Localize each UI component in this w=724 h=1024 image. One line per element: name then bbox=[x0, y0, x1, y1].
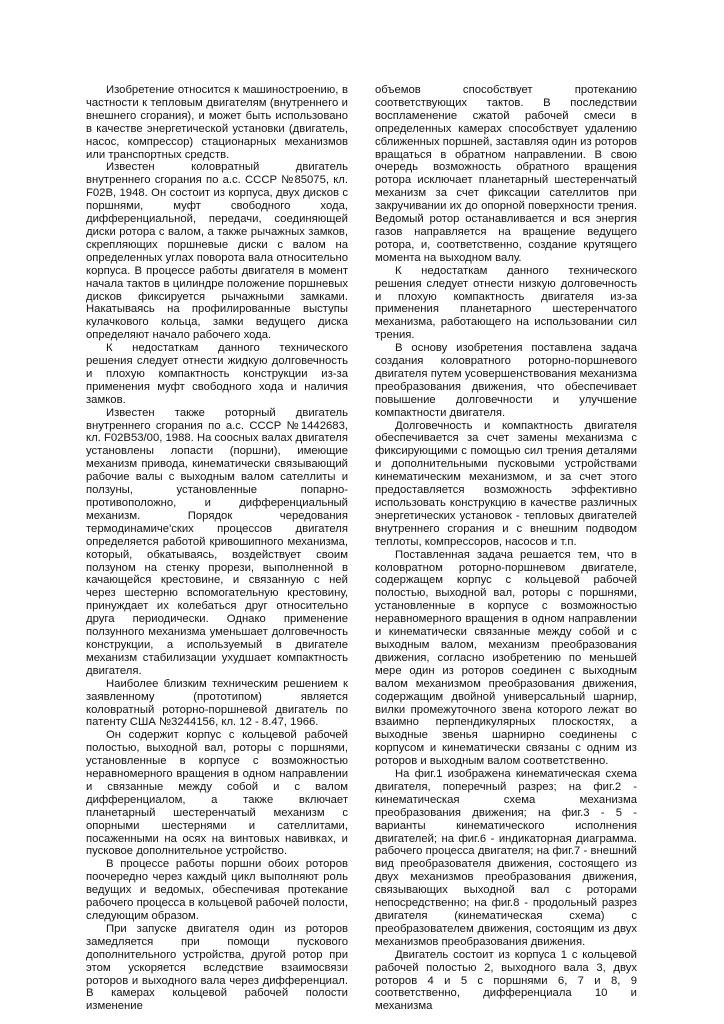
paragraph-engine-composition: Двигатель состоит из корпуса 1 с кольцевой рабочей полостью 2, выходного вала 3, двух роторов 4 и 5 с поршнями 6, 7 и 8, 9 соответственно, дифференциала 10 и механизма bbox=[375, 948, 637, 1013]
paragraph-field-of-invention: Изобретение относится к машиностроению, в частности к тепловым двигателям (внутреннего и внешнего сгорания), и может быть использовано в качестве энергетической установки (двигатель, насос, компрессор) стационарных механизмов или транспортных средств. bbox=[86, 84, 348, 161]
paragraph-prototype-operation: В процессе работы поршни обоих роторов поочередно через каждый цикл выполняют роль ведущих и ведомых, обеспечивая протекание рабочего процесса в кольцевой рабочей полости, следующим образом. bbox=[86, 858, 348, 922]
paragraph-prototype-structure: Он содержит корпус с кольцевой рабочей полостью, выходной вал, роторы с поршнями, установленные в корпусе с возможностью неравномерного вращения в одном направлении и связанные между собой и с валом дифференциалом, а также включает планетарный шестеренчатый механизм с опорными шестернями и сателлитами, посаженными на осях на винтовых навивках, и пусковое дополнительное устройство. bbox=[86, 729, 348, 858]
right-column bbox=[375, 84, 637, 1013]
paragraph-durability: Долговечность и компактность двигателя обеспечивается за счет замены механизма с фиксирующими с помощью сил трения деталями и дополнительными пусковыми устройствами кинематическим механизмом, и за счет этого предоставляется возможность эффективно использовать конструкцию в качестве различных энергетических установок - тепловых двигателей внутреннего сгорания и с внешним подводом теплоты, компрессоров, насосов и т.п. bbox=[375, 419, 637, 548]
paragraph-engine-start: При запуске двигателя один из роторов замедляется при помощи пускового дополнительного устройства, другой ротор при этом ускоряется вследствие взаимосвязи роторов и выходного вала через дифференциал. В камерах кольцевой рабочей полости изменение bbox=[86, 922, 348, 1013]
paragraph-drawbacks-prototype: К недостаткам данного технического решения следует отнести низкую долговечность и плохую компактность двигателя из-за применения планетарного шестеренчатого механизма, работающего на использовании сил трения. bbox=[375, 264, 637, 342]
paragraph-solution: Поставленная задача решается тем, что в коловратном роторно-поршневом двигателе, содержащем корпус с кольцевой рабочей полостью, выходной вал, роторы с поршнями, установленные в корпусе с возможностью неравномерного вращения в одном направлении и кинематически связанные между собой и с выходным валом, механизм преобразования движения, согласно изобретению по меньшей мере один из роторов соединен с выходным валом механизмом преобразования движения, содержащим двойной универсальный шарнир, вилки промежуточного звена которого лежат во взаимно перпендикулярных плоскостях, а выходные звенья шарнирно соединены с корпусом и кинематически связаны с одним из роторов и выходным валом соответственно. bbox=[375, 548, 637, 768]
paragraph-engine-start-continued: объемов способствует протеканию соответствующих тактов. В последствии воспламенение сжатой рабочей смеси в определенных камерах способствует удалению сближенных поршней, заставляя один из роторов вращаться в обратном направлении. В свою очередь возможность обратного вращения ротора исключает планетарный шестеренчатый механизм за счет фиксации сателлитов при закручивании их до опорной поверхности трения. Ведомый ротор останавливается и вся энергия газов направляется на вращение ведущего ротора, и, соответственно, создание крутящего момента на выходном валу. bbox=[375, 84, 637, 264]
paragraph-figures-list: На фиг.1 изображена кинематическая схема двигателя, поперечный разрез; на фиг.2 - кинематическая схема механизма преобразования движения; на фиг.3 - 5 - варианты кинематического исполнения двигателей; на фиг.6 - индикаторная диаграмма. рабочего процесса двигателя; на фиг.7 - внешний вид преобразователя движения, состоящего из двух механизмов преобразования движения, связывающих выходной вал с роторами непосредственно; на фиг.8 - продольный разрез двигателя (кинематическая схема) с преобразователем движения, состоящим из двух механизмов преобразования движения. bbox=[375, 768, 637, 948]
paragraph-known-engine-85075: Известен коловратный двигатель внутреннего сгорания по а.с. СССР №85075, кл. F02B, 1948. Он состоит из корпуса, двух дисков с поршнями, муфт свободного хода, дифференциальной, передачи, соединяющей диски ротора с валом, а также рычажных замков, скрепляющих поршневые диски с валом на определенных углах поворота вала относительно корпуса. В процессе работы двигателя в момент начала тактов в цилиндре положение поршневых дисков фиксируется рычажными замками. Накатываясь на профилированные выступы кулачкового кольца, замки ведущего диска определяют начало рабочего хода. bbox=[86, 161, 348, 342]
paragraph-objective: В основу изобретения поставлена задача создания коловратного роторно-поршневого двигателя путем усовершенствования механизма преобразования движения, что обеспечивает повышение долговечности и улучшение компактности двигателя. bbox=[375, 342, 637, 419]
paragraph-drawbacks-85075: К недостаткам данного технического решения следует отнести жидкую долговечность и плохую компактность конструкции из-за применения муфт свободного хода и наличия замков. bbox=[86, 342, 348, 406]
paragraph-known-engine-1442683: Известен также роторный двигатель внутреннего сгорания по а.с. СССР №1442683, кл. F02B53/00, 1988. На соосных валах двигателя установлены лопасти (поршни), имеющие механизм привода, кинематически связывающий рабочие валы с выходным валом сателлиты и ползуны, установленные попарно-противоположно, и дифференциальный механизм. Порядок чередования термодинамиче'ских процессов двигателя определяется работой кривошипного механизма, который, обкатываясь, воздействует своим ползуном на стенку прорези, выполненной в качающейся крестовине, и связанную с ней через шестерню вспомогательную крестовину, принуждает их колебаться друг относительно друга периодически. Однако применение ползунного механизма уменьшает долговечность конструкции, а используемый в двигателе механизм стабилизации ухудшает компактность двигателя. bbox=[86, 406, 348, 677]
left-column bbox=[86, 84, 348, 1013]
paragraph-closest-prototype: Наиболее близким техническим решением к заявленному (прототипом) является коловратный роторно-поршневой двигатель по патенту США №3244156, кл. 12 - 8.47, 1966. bbox=[86, 677, 348, 729]
